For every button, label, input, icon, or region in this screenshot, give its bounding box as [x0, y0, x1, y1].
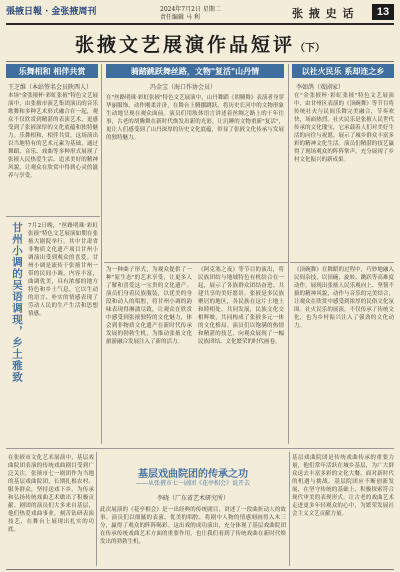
col3-separator [290, 262, 394, 263]
header-rule [6, 23, 394, 25]
bottom-divider-1 [96, 452, 97, 566]
header-meta [160, 6, 221, 22]
vertical-article-title: 甘州小调的吴语调现，乡土雅致 [11, 222, 23, 383]
page-header [0, 0, 400, 24]
col1-separator [6, 216, 100, 217]
bottom-article-subtitle: ——从张掖市七一剧团《花亭相会》说开去 [135, 480, 250, 487]
col1-heading: 乐舞相和 相伴共赏 [6, 64, 98, 78]
headline-rule [6, 61, 394, 62]
bottom-divider-2 [289, 452, 290, 566]
bottom-col-b: 此次展演的《花亭相会》是一出经典的传统剧目，讲述了一段曲折动人的故事。演员们以细腻的表演、优美的唱腔，将剧中人物的情感刻画得入木三分，赢得了观众的阵阵喝彩。这出戏的成功演出，充分体现了基层戏曲院团在传承传统戏曲艺术方面的重要作用，也让我们看到了传统戏曲在新时代焕发出的勃勃生机。 [100, 507, 286, 545]
col6-body: 《阿克塞之夜》等节目的演出，将民族团结与地域特色有机结合在一起，展示了各族群众团结奋进、共建共享的美好愿景。张掖是多民族聚居的地区，各民族在这片土地上和睦相处、共同发展，民族文化交相辉映，共同构成了张掖多元一体的文化格局。演员们以饱满的热情和精湛的技艺，向观众展现了一幅民族团结、文化繁荣的时代画卷。 [198, 267, 284, 345]
col3-heading: 以社火民乐 系却连之乡 [292, 64, 394, 78]
bottom-col-a: 在张掖市文化艺术展演中，基层戏曲院团表演的传统戏曲剧目受到广泛关注。张掖市七一剧团作为当地的基层戏曲院团，长期扎根农村、服务群众，坚持送戏下乡，为传承和弘扬传统戏曲艺术做出了积极贡献。剧团的演员们大多来自基层，他们热爱戏曲事业，刻苦钻研表演技艺，在舞台上展现出扎实的功底。 [8, 455, 94, 533]
editors-line: 责任编辑 马 利 [160, 14, 200, 21]
bottom-rule [6, 448, 394, 449]
page-number: 13 [372, 4, 394, 20]
col3-body: 在"金张掖杯·彩虹张掖"特色文艺展演中，由甘州区表演的《顶碗舞》等节目将传统社火与民间乐舞完美融合，节奏欢快，场面热烈。社火民乐是张掖人民世代传承的文化瑰宝，它承载着人们对美好生活的向往与祝愿，展示了城乡群众丰富多彩的精神文化生活。演员们精湛的技艺赢得了现场观众的阵阵掌声，充分展现了乡村文化振兴的新成果。 [294, 93, 394, 163]
col2-body: 在"丝路明珠·彩虹张掖"特色文艺展演中，山丹舞蹈《胡腾舞》表演者身穿华丽服饰，动作刚柔并济，在舞台上腾挪跳跃，将历史长河中的文物形象生动地呈现在观众面前。演员们用肢体语言讲述着丝绸之路上的千年往事，古老的胡腾舞在新时代焕发出新的光彩，让沉睡的文物重新"复活"，更让人们感受到了山丹深厚的历史文化底蕴，彰显了张掖文化传承与发展的独特魅力。 [106, 95, 284, 141]
col1-body: 本场"金张掖杯·彩虹张掖"特色文艺展演中，由张掖市演艺集团演出的音乐歌舞和多种艺术形式融合在一起，观众不仅欣赏到精湛的表演艺术，更感受到了张掖深厚的文化底蕴和独特魅力。乐舞相和，相伴共赏，这场演出以当地特有的艺术元素为基础，通过舞蹈、音乐、戏曲等多种形式展现了张掖人民热爱生活、追求美好的精神风貌，让观众在欣赏中得到心灵的滋养与享受。 [8, 93, 98, 179]
divider-1 [101, 64, 102, 444]
divider-2 [288, 64, 289, 444]
headline-suffix: （下） [295, 43, 325, 54]
bottom-col-c: 基层戏曲院团是传统戏曲传承的重要力量，他们常年活跃在城乡基层，为广大群众送去丰富多彩的文化大餐。面对新时代的机遇与挑战，基层院团应不断创新发展，在坚守传统的基础上，积极探索符合现代审美的表现形式，让古老的戏曲艺术走进更多年轻观众的心中，为繁荣发展社会主义文艺贡献力量。 [292, 455, 394, 517]
issue-date: 2024年7月2日 星期二 [160, 6, 221, 13]
newspaper-logo: 張掖日報 · 金张掖周刊 [6, 7, 97, 17]
col7-body: 《顶碗舞》在舞蹈的过程中，巧妙地融入民间杂技，以顶碗、旋转、跳跃等高难度动作，展现出张掖人民乐观向上、坚韧不拔的精神风貌，动作与音乐的完美结合，让观众在欣赏中感受到浓厚的民俗文化氛围。社火民乐的展演，不仅传承了传统文化，也为乡村振兴注入了强劲的文化动力。 [294, 267, 394, 329]
bottom-article-byline: 李晓（广东省艺术研究所） [156, 495, 229, 502]
col2-byline: 冯金宝（海口作协会员） [150, 84, 217, 91]
col1-byline: 王芝维（本站签名会员陕西人） [8, 84, 93, 91]
headline-title: 张掖文艺展演作品短评 [74, 34, 295, 56]
section-name: 张 掖 史 话 [292, 7, 355, 20]
bottom-article-title: 基层戏曲院团的传承之功 [138, 469, 248, 480]
col5-body: 为一种曲子形式，为观众提供了一种"原生态"的艺术享受，让更多人了解和喜爱这一宝贵的文化遗产。演员们身着民族服装，以优美的身段和动人的唱腔，将甘州小调的韵味表现得淋漓尽致，让观众在欣赏中感受到张掖独特的文化魅力，体会到非物质文化遗产在新时代传承发展的勃勃生机，为推动张掖文化旅游融合发展注入了新的活力。 [106, 267, 192, 345]
col2-separator [104, 262, 288, 263]
col3-byline: 李如鸽（戏剧家） [296, 84, 345, 91]
col2-heading: 骑踏跳跃舞丝路，文物"复活"山丹情 [106, 64, 284, 78]
col4-body: 7月2日晚，"丝路明珠·彩虹张掖"特色文艺展演如期在张掖大剧院举行，其中甘肃省非物质文化遗产项目甘州小调演出受到观众的喜爱。甘州小调是流传于张掖甘州一带的民间小调，内容丰富，曲调优美，具有浓郁的地方特色和乡土气息，它以生动的语言、朴实的情感表现了劳动人民的生产生活和思想情感。 [28, 223, 98, 317]
footer-rule [6, 569, 394, 570]
page-headline [0, 30, 400, 57]
